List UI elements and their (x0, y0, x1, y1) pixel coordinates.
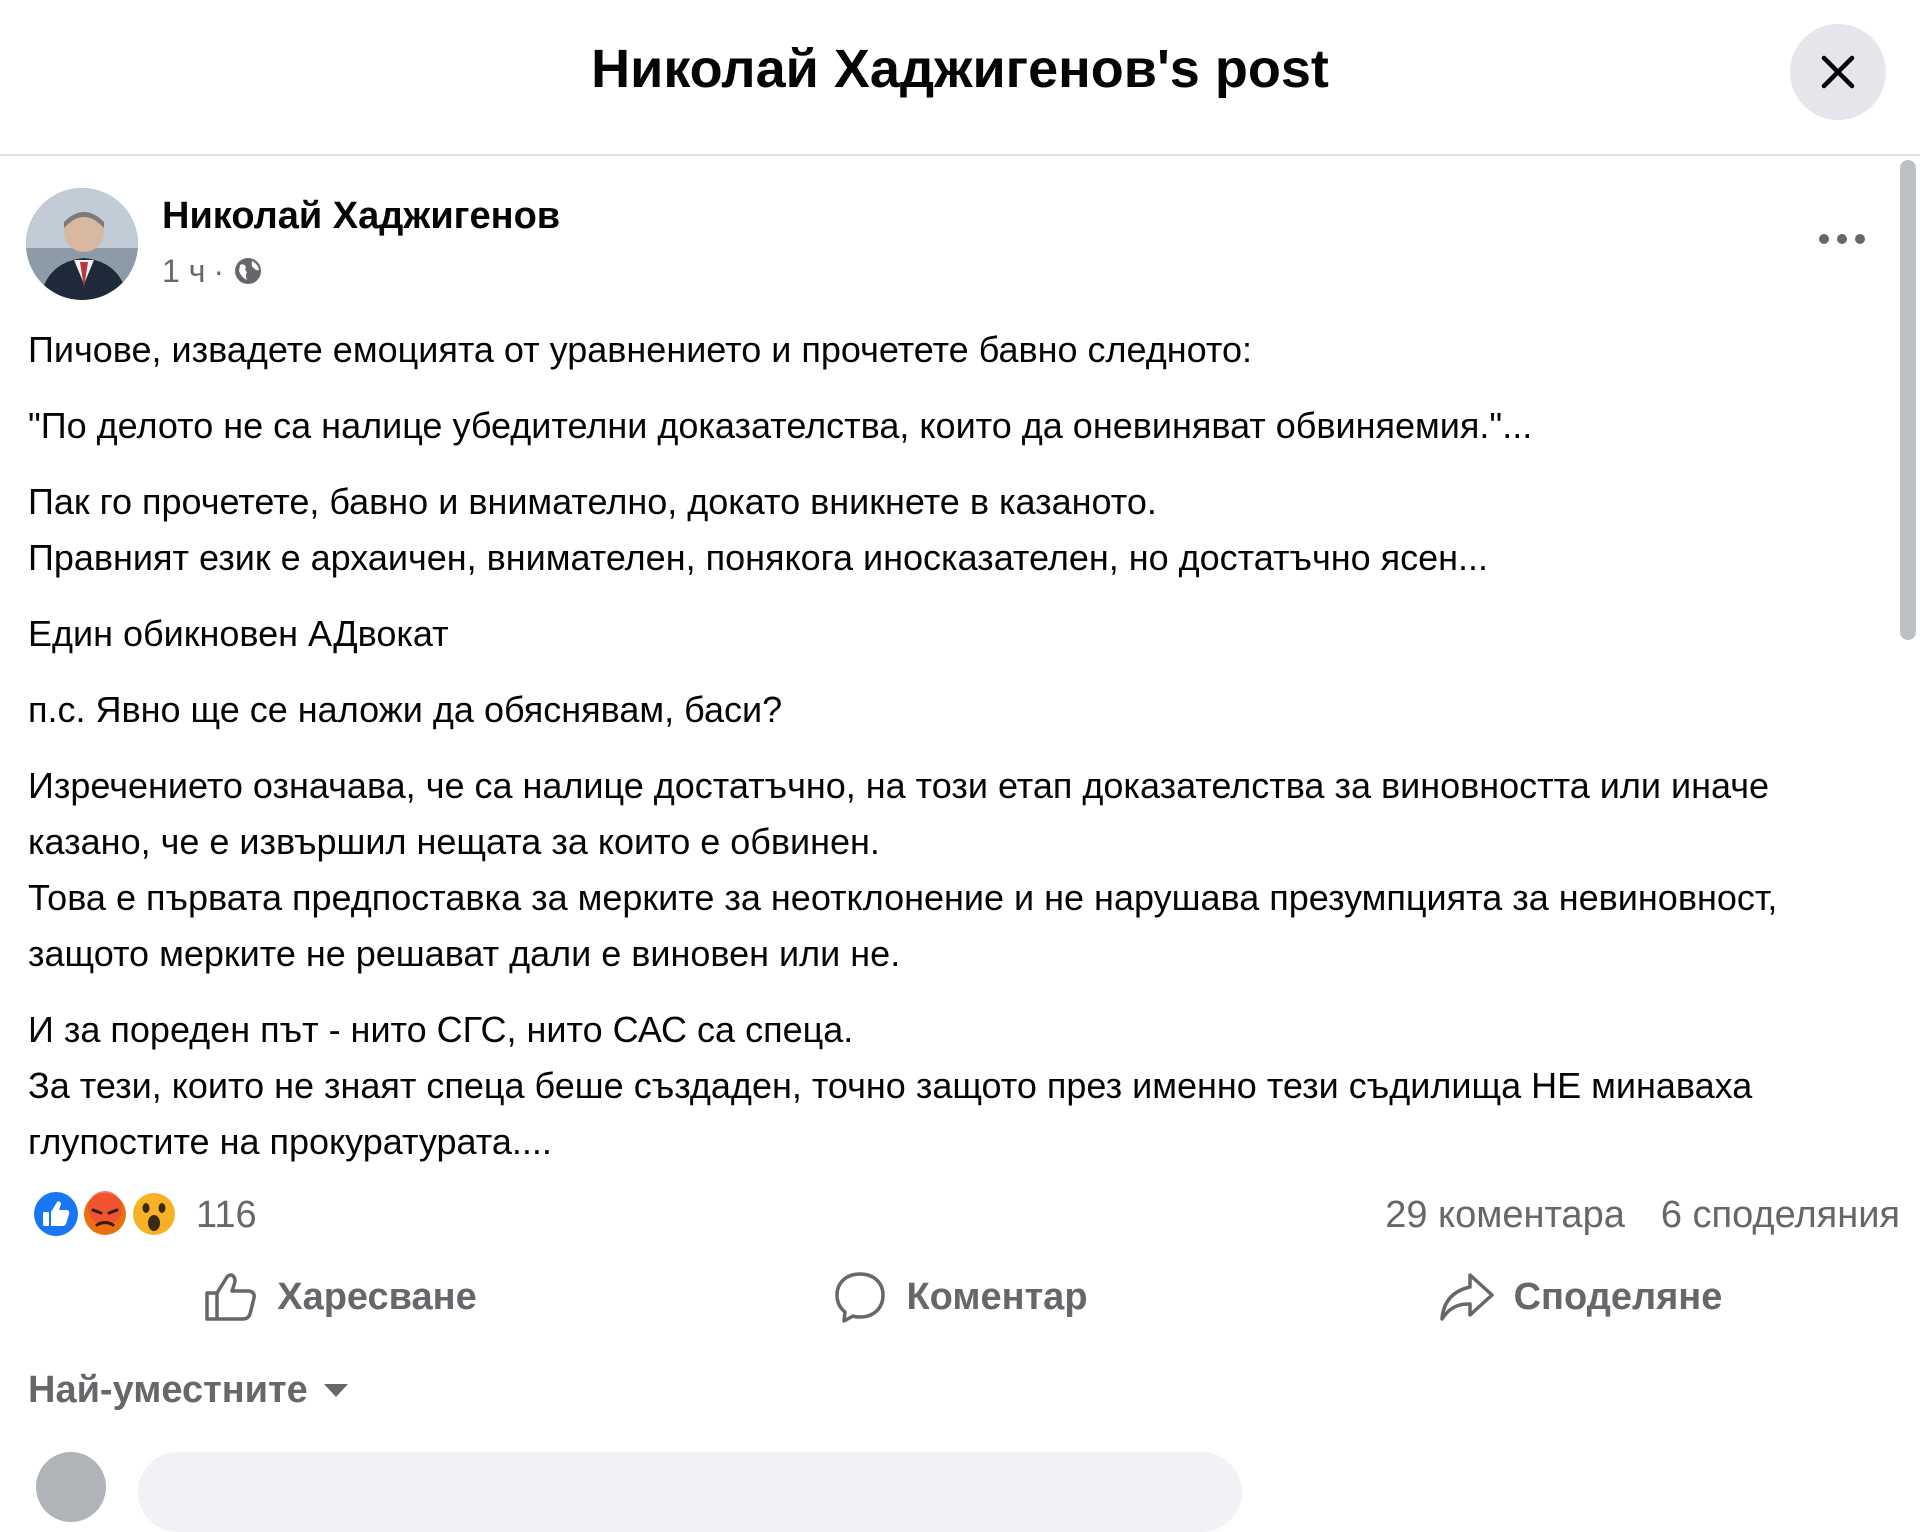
share-label: Споделяне (1513, 1275, 1723, 1318)
post-text-line: Един обикновен АДвокат (28, 613, 449, 654)
share-button[interactable] (1270, 1262, 1890, 1332)
comments-count-link[interactable]: 29 коментара (1385, 1194, 1625, 1236)
author-avatar[interactable] (26, 188, 138, 300)
sort-label: Най-уместните (28, 1369, 308, 1411)
meta-separator: · (213, 253, 225, 289)
reactions-row (30, 1186, 1900, 1242)
author-name[interactable]: Николай Хаджигенов (162, 195, 561, 237)
wow-reaction-icon (131, 1191, 177, 1237)
post-paragraph (28, 758, 1890, 982)
post-text-line: Изречението означава, че са налице достатъчно, на този етап доказателства за виновността или иначе казано, че е извършил нещата за които е обвинен. (28, 765, 1769, 862)
post-text-line: И за пореден път - нито СГС, нито САС са спеца. (28, 1009, 854, 1050)
post-text-line: Пак го прочетете, бавно и внимателно, докато вникнете в казаното. (28, 481, 1157, 522)
reaction-count[interactable]: 116 (196, 1194, 257, 1236)
share-icon (1438, 1271, 1496, 1323)
comment-button[interactable] (650, 1262, 1270, 1332)
modal-title: Николай Хаджигенов's post (591, 39, 1329, 99)
post-stats (1385, 1190, 1900, 1240)
post-paragraph (28, 1002, 1890, 1170)
modal-header (0, 0, 1920, 156)
post-text-line: "По делото не са налице убедителни доказателства, които да оневиняват обвиняемия."... (28, 405, 1533, 446)
reaction-icons[interactable] (30, 1188, 180, 1240)
post-paragraph (28, 682, 1890, 738)
post-paragraph (28, 606, 1890, 662)
like-button[interactable] (30, 1262, 650, 1332)
comment-sort-dropdown[interactable] (28, 1364, 350, 1416)
comment-input[interactable] (138, 1452, 1242, 1532)
caret-down-icon (322, 1381, 350, 1399)
post-paragraph (28, 398, 1890, 454)
post-text-line: п.с. Явно ще се наложи да обяснявам, баси? (28, 689, 783, 730)
thumbs-up-icon (203, 1271, 259, 1323)
post-paragraph (28, 474, 1890, 586)
post-body (28, 322, 1890, 1190)
like-reaction-icon (32, 1190, 80, 1238)
post-text-line: За тези, които не знаят спеца беше създаден, точно защото през именно тези съдилища НЕ минаваха глупостите на прокуратурата.... (28, 1065, 1753, 1162)
angry-reaction-icon (82, 1191, 128, 1237)
composer-avatar[interactable] (36, 1452, 106, 1522)
avatar-photo (26, 188, 138, 300)
close-button[interactable] (1790, 24, 1886, 120)
globe-icon[interactable] (232, 255, 264, 287)
post-text-line: Пичове, извадете емоцията от уравнението и прочетете бавно следното: (28, 329, 1252, 370)
scrollbar-thumb[interactable] (1900, 160, 1916, 640)
close-icon (1818, 52, 1858, 92)
post-meta (162, 250, 264, 292)
post-text-line: Правният език е архаичен, внимателен, понякога иносказателен, но достатъчно ясен... (28, 537, 1489, 578)
comment-icon (832, 1269, 888, 1325)
more-options-button[interactable] (1806, 214, 1878, 264)
more-icon (1818, 233, 1866, 245)
shares-count-link[interactable]: 6 споделяния (1660, 1194, 1900, 1236)
post-text-line: Това е първата предпоставка за мерките за неотклонение и не нарушава презумпцията за невиновност, защото мерките не решават дали е виновен или не. (28, 877, 1778, 974)
post-paragraph (28, 322, 1890, 378)
comment-label: Коментар (906, 1275, 1088, 1318)
action-bar (30, 1262, 1890, 1332)
like-label: Харесване (277, 1275, 477, 1318)
post-time[interactable]: 1 ч (162, 253, 206, 289)
